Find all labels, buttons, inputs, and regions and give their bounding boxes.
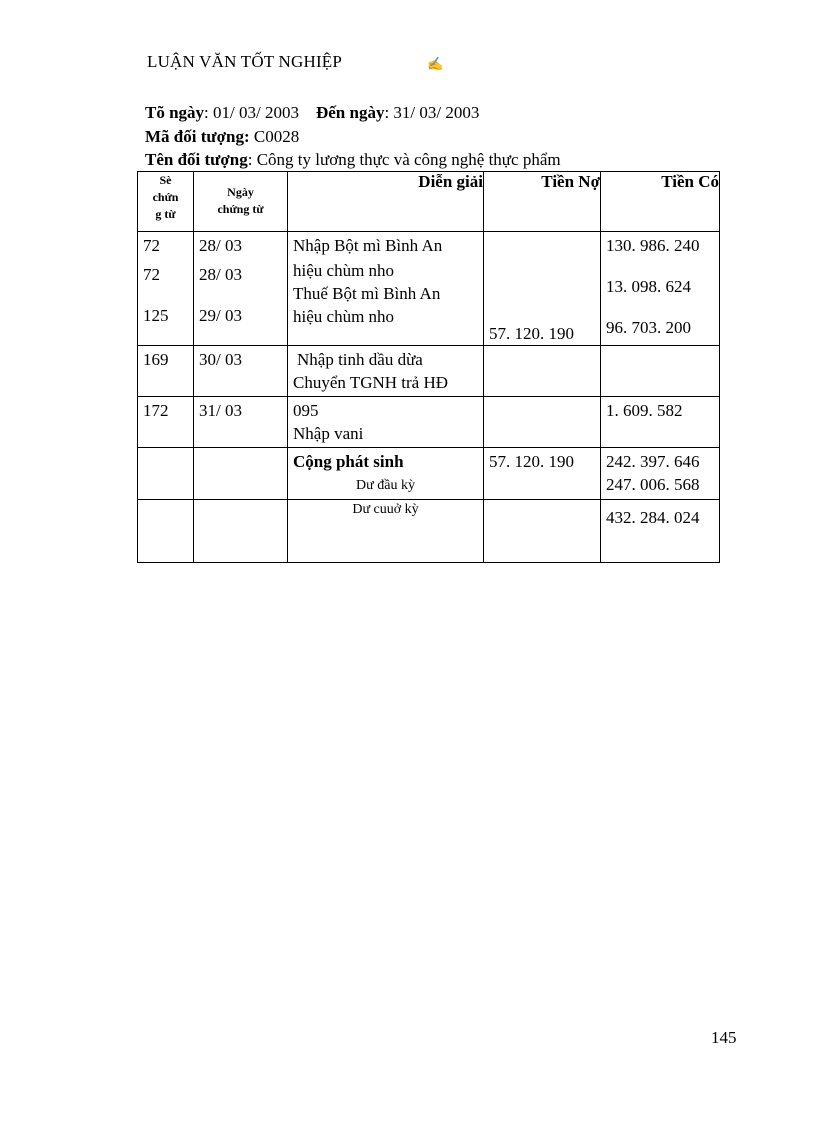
doc-number: 72 — [143, 265, 160, 284]
debit-cell — [484, 232, 601, 346]
description-cell — [288, 397, 484, 448]
object-code-label: Mã đối tượng: — [145, 127, 250, 146]
total-debit-value: 57. 120. 190 — [489, 452, 574, 471]
credit-header: Tiền Có — [601, 172, 720, 232]
empty-cell — [484, 500, 601, 563]
table-row — [138, 397, 720, 448]
page-header-title: LUẬN VĂN TỐT NGHIỆP — [147, 52, 343, 71]
to-date-label: Đến ngày — [315, 103, 385, 122]
debit-value: 57. 120. 190 — [489, 324, 574, 343]
header-text: g từ — [155, 207, 176, 221]
object-name-line — [145, 150, 561, 170]
totals-label-cell — [288, 448, 484, 500]
opening-balance-label: Dư đầu kỳ — [356, 478, 415, 493]
description-text: hiệu chùm nho — [293, 261, 395, 280]
credit-value: 96. 703. 200 — [606, 318, 691, 337]
doc-date: 28/ 03 — [199, 236, 242, 255]
closing-label-cell — [288, 500, 484, 563]
object-code-value: C0028 — [249, 127, 300, 146]
empty-cell — [194, 448, 288, 500]
credit-cell — [601, 397, 720, 448]
description-text: Chuyển TGNH trả HĐ — [293, 373, 449, 392]
doc-number: 169 — [143, 350, 169, 369]
doc-date: 29/ 03 — [199, 306, 242, 325]
description-text: Nhập Bột mì Bình An — [293, 236, 443, 255]
doc-date: 30/ 03 — [199, 350, 242, 369]
page-number: 145 — [711, 1028, 737, 1047]
doc-number-cell — [138, 346, 194, 397]
object-name-value: : Công ty lương thực và công nghệ thực phẩm — [247, 150, 561, 169]
from-date-value: : 01/ 03/ 2003 — [204, 103, 299, 122]
doc-date-cell — [194, 397, 288, 448]
doc-date-cell — [194, 346, 288, 397]
credit-value: 130. 986. 240 — [606, 236, 700, 255]
doc-date: 28/ 03 — [199, 265, 242, 284]
doc-number: 125 — [143, 306, 169, 325]
header-text: chứng từ — [217, 202, 264, 216]
description-cell — [288, 232, 484, 346]
header-text: Ngày — [227, 185, 254, 199]
empty-cell — [138, 448, 194, 500]
header-text: Sè — [159, 173, 172, 187]
closing-balance-label: Dư cuuở kỳ — [352, 502, 419, 517]
closing-row — [138, 500, 720, 563]
doc-number: 72 — [143, 236, 160, 255]
ledger-table — [137, 171, 720, 563]
table-row — [138, 232, 720, 346]
description-header: Diễn giải — [288, 172, 484, 232]
object-code-line — [145, 127, 299, 147]
description-cell — [288, 346, 484, 397]
table-header-row — [138, 172, 720, 232]
opening-balance-value: 247. 006. 568 — [606, 475, 700, 494]
description-text: hiệu chùm nho — [293, 307, 395, 326]
totals-label: Cộng phát sinh — [293, 452, 404, 471]
doc-number-cell — [138, 232, 194, 346]
debit-cell — [484, 397, 601, 448]
totals-row — [138, 448, 720, 500]
description-text: Nhập vani — [293, 424, 364, 443]
credit-value: 13. 098. 624 — [606, 277, 691, 296]
table-row — [138, 346, 720, 397]
doc-number: 172 — [143, 401, 169, 420]
doc-number-header — [138, 172, 194, 232]
writing-hand-icon: ✍ — [427, 56, 444, 71]
header-text: chứn — [152, 190, 179, 204]
description-text: Thuế Bột mì Bình An — [293, 284, 441, 303]
debit-header: Tiền Nợ — [484, 172, 601, 232]
from-date-label: Tõ ngày — [145, 103, 205, 122]
doc-date-header — [194, 172, 288, 232]
credit-cell — [601, 232, 720, 346]
date-range-line — [145, 103, 479, 123]
empty-cell — [194, 500, 288, 563]
total-credit-value: 242. 397. 646 — [606, 452, 700, 471]
closing-balance-value: 432. 284. 024 — [606, 508, 700, 527]
credit-cell — [601, 500, 720, 563]
credit-cell — [601, 448, 720, 500]
doc-number-cell — [138, 397, 194, 448]
empty-cell — [138, 500, 194, 563]
to-date-value: : 31/ 03/ 2003 — [384, 103, 480, 122]
description-text: Nhập tinh dầu dừa — [297, 350, 423, 369]
doc-date: 31/ 03 — [199, 401, 242, 420]
description-text: 095 — [293, 401, 319, 420]
credit-value: 1. 609. 582 — [606, 401, 683, 420]
credit-cell — [601, 346, 720, 397]
debit-cell — [484, 448, 601, 500]
debit-cell — [484, 346, 601, 397]
doc-date-cell — [194, 232, 288, 346]
object-name-label: Tên đối tượng — [145, 150, 248, 169]
